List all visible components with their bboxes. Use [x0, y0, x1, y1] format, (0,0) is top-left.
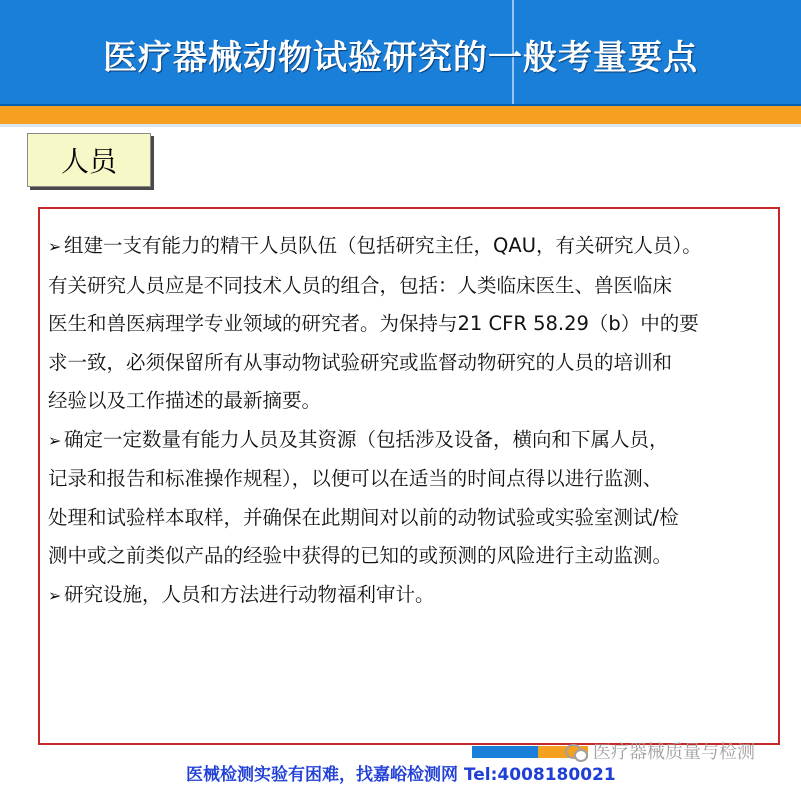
footer-contact-text: 医械检测实验有困难，找嘉峪检测网 Tel:4008180021 — [186, 765, 616, 785]
content-line — [48, 460, 772, 499]
section-tab-personnel — [27, 133, 151, 187]
content-line — [48, 499, 772, 538]
arrow-bullet-icon: ➢ — [48, 237, 62, 256]
title-banner — [0, 0, 801, 106]
content-line — [48, 382, 772, 421]
content-line — [48, 421, 772, 461]
content-line-text: 医生和兽医病理学专业领域的研究者。为保持与21 CFR 58.29（b）中的要 — [48, 312, 699, 335]
wechat-icon — [565, 742, 587, 760]
content-line — [48, 576, 772, 616]
bottom-blue-bar — [472, 746, 538, 758]
page-title: 医疗器械动物试验研究的一般考量要点 — [103, 38, 698, 78]
content-line — [48, 227, 772, 267]
content-line — [48, 305, 772, 344]
content-line-text: 经验以及工作描述的最新摘要。 — [48, 389, 322, 412]
content-line-text: 记录和报告和标准操作规程），以便可以在适当的时间点得以进行监测、 — [48, 467, 663, 490]
content-line-text: 确定一定数量有能力人员及其资源（包括涉及设备，横向和下属人员， — [64, 427, 669, 451]
content-line-text: 研究设施，人员和方法进行动物福利审计。 — [64, 582, 435, 606]
content-line — [48, 537, 772, 576]
arrow-bullet-icon: ➢ — [48, 585, 62, 605]
content-box — [38, 207, 780, 745]
content-line — [48, 267, 772, 306]
content-line-text: 组建一支有能力的精干人员队伍（包括研究主任，QAU，有关研究人员）。 — [64, 234, 702, 257]
section-tab-label: 人员 — [60, 145, 117, 178]
arrow-bullet-icon: ➢ — [48, 430, 62, 450]
watermark-text: 医疗器械质量与检测 — [593, 742, 755, 763]
content-line-text: 测中或之前类似产品的经验中获得的已知的或预测的风险进行主动监测。 — [48, 544, 673, 567]
orange-stripe — [0, 106, 801, 124]
content-line-text: 求一致，必须保留所有从事动物试验研究或监督动物研究的人员的培训和 — [48, 350, 673, 374]
content-line-text: 处理和试验样本取样，并确保在此期间对以前的动物试验或实验室测试/检 — [48, 505, 679, 529]
thin-stripe — [0, 124, 801, 127]
content-line — [48, 344, 772, 383]
content-line-text: 有关研究人员应是不同技术人员的组合，包括：人类临床医生、兽医临床 — [48, 273, 673, 297]
